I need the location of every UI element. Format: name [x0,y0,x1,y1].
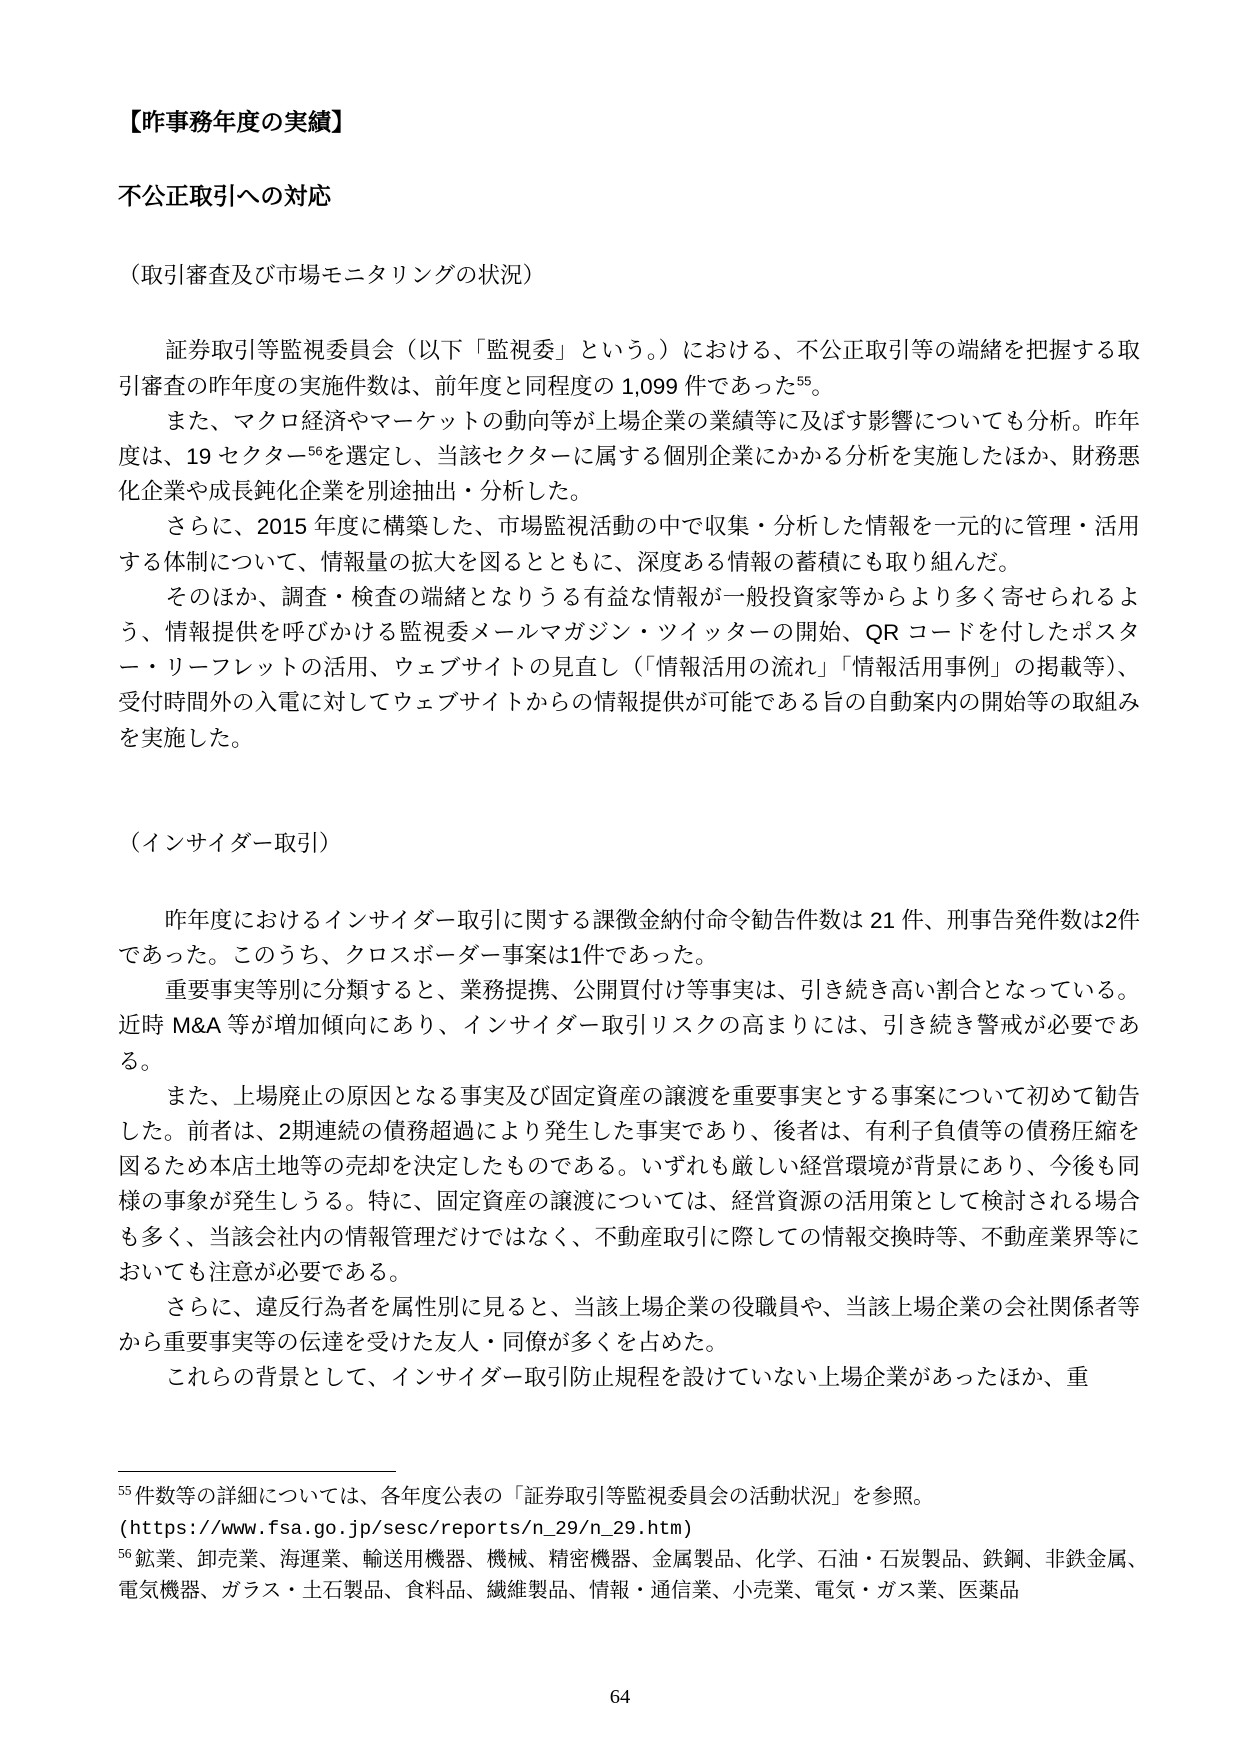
paragraph-text-tail: 。 [811,373,834,399]
footnote-list [118,1482,1148,1607]
paragraph [118,1079,1140,1290]
section-heading-insider-trading: （インサイダー取引） [118,830,342,856]
paragraph-text: これらの背景として、インサイダー取引防止規程を設けていない上場企業があったほか、重 [142,1365,1089,1391]
page-footer [0,1686,1240,1709]
paragraph-text: さらに、2015 年度に構築した、市場監視活動の中で収集・分析した情報を一元的に管理・活用する体制について、情報量の拡大を図るとともに、深度ある情報の蓄積にも取り組んだ。 [118,514,1140,575]
paragraph [118,1290,1140,1360]
footnote-text: 件数等の詳細については、各年度公表の「証券取引等監視委員会の活動状況」を参照。 [134,1486,934,1508]
footnote-block [118,1471,1148,1607]
paragraph-text: また、上場廃止の原因となる事実及び固定資産の譲渡を重要事実とする事案について初めて勧告した。前者は、2期連続の債務超過により発生した事実であり、後者は、有利子負債等の債務圧縮を図るため本店土地等の売却を決定したものである。いずれも厳しい経営環境が背景にあり、今後も同様の事象が発生しうる。特に、固定資産の譲渡については、経営資源の活用策として検討される場合も多く、当該会社内の情報管理だけではなく、不動産取引に際しての情報交換時等、不動産業界等においても注意が必要である。 [118,1083,1140,1285]
footnote-url-line [118,1513,1148,1545]
paragraph [118,903,1140,973]
sub-heading: 不公正取引への対応 [118,183,332,210]
section-heading-trading-review: （取引審査及び市場モニタリングの状況） [118,263,546,289]
paragraph [118,509,1140,579]
page-content [118,108,1140,1396]
footnote-ref-55[interactable]: 55 [796,373,812,389]
page-number: 64 [609,1686,631,1708]
footnote-text: 鉱業、卸売業、海運業、輸送用機器、機械、精密機器、金属製品、化学、石油・石炭製品、鉄鋼、非鉄金属、電気機器、ガラス・土石製品、食料品、繊維製品、情報・通信業、小売業、電気・ガス業、医薬品 [118,1549,1148,1602]
paragraph [118,580,1140,756]
paragraph-text: 重要事実等別に分類すると、業務提携、公開買付け等事実は、引き続き高い割合となっている。近時 M&A 等が増加傾向にあり、インサイダー取引リスクの高まりには、引き続き警戒が必要である。 [118,978,1140,1074]
footnote-item [118,1545,1148,1607]
footnote-separator [118,1471,396,1472]
paragraph [118,973,1140,1079]
paragraph-text: 昨年度におけるインサイダー取引に関する課徴金納付命令勧告件数は 21 件、刑事告発件数は2件であった。このうち、クロスボーダー事案は1件であった。 [118,907,1140,969]
paragraph [118,333,1140,403]
footnote-marker-56: 56 [118,1546,132,1562]
paragraph-text: また、マクロ経済やマーケットの動向等が上場企業の業績等に及ぼす影響についても分析。昨年度は、19 セクター [118,408,1140,469]
footnote-item [118,1482,1148,1513]
footnote-url[interactable]: (https://www.fsa.go.jp/sesc/reports/n_29/n_29.htm) [118,1518,694,1540]
footnote-ref-56[interactable]: 56 [308,443,323,459]
paragraph-text: そのほか、調査・検査の端緒となりうる有益な情報が一般投資家等からより多く寄せられるよう、情報提供を呼びかける監視委メールマガジン・ツイッターの開始、QR コードを付したポスター・リーフレットの活用、ウェブサイトの見直し（「情報活用の流れ」「情報活用事例」の掲載等）、受付時間外の入電に対してウェブサイトからの情報提供が可能である旨の自動案内の開始等の取組みを実施した。 [118,584,1140,751]
paragraph [118,404,1140,510]
footnote-marker-55: 55 [118,1483,132,1499]
paragraph-text-tail: を選定し、当該セクターに属する個別企業にかかる分析を実施したほか、財務悪化企業や成長鈍化企業を別途抽出・分析した。 [118,443,1140,505]
paragraph-text: さらに、違反行為者を属性別に見ると、当該上場企業の役職員や、当該上場企業の会社関係者等から重要事実等の伝達を受けた友人・同僚が多くを占めた。 [118,1295,1140,1356]
paragraph-text: 証券取引等監視委員会（以下「監視委」という。）における、不公正取引等の端緒を把握する取引審査の昨年度の実施件数は、前年度と同程度の 1,099 件であった [118,338,1140,399]
page-title: 【昨事務年度の実績】 [118,109,355,135]
paragraph [118,1360,1140,1395]
